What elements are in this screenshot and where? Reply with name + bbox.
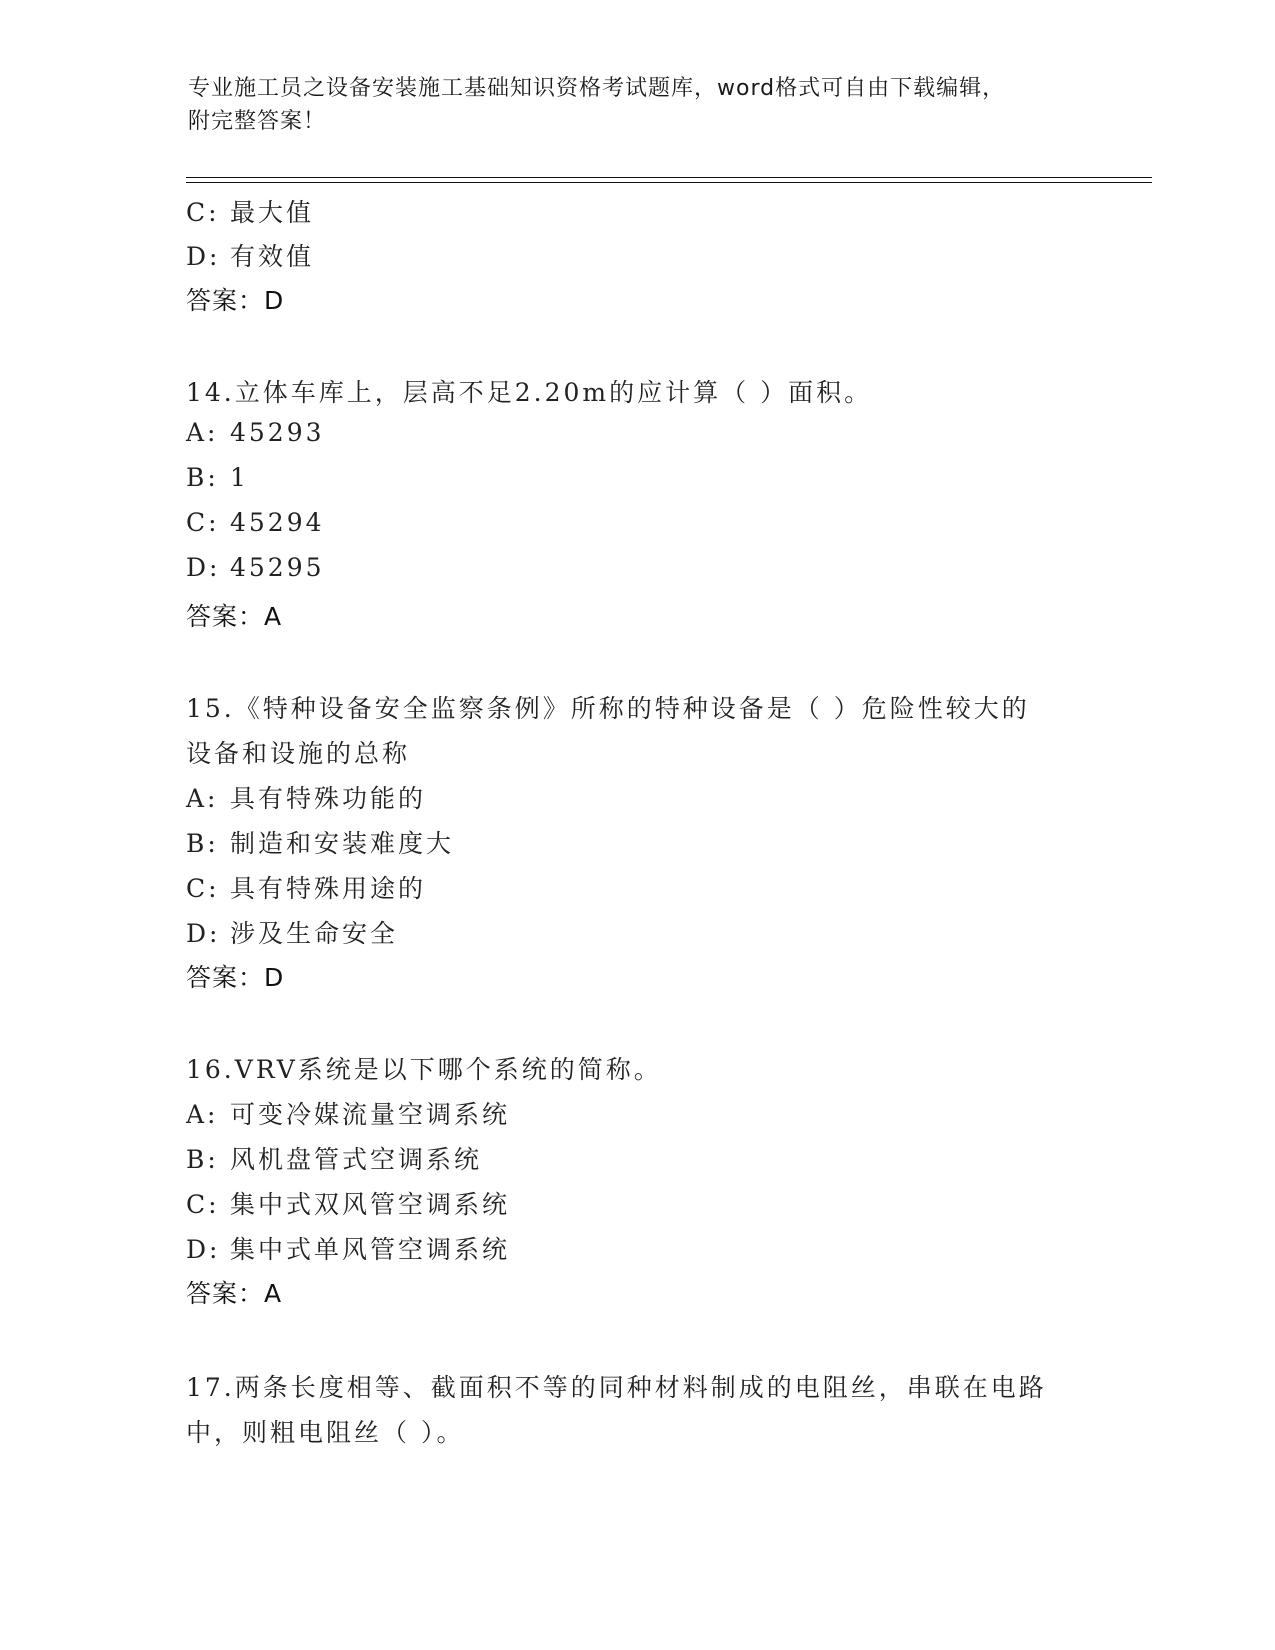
q14-question: 14.立体车库上，层高不足2.20m的应计算（ ）面积。: [186, 378, 873, 407]
option-text: 45295: [230, 553, 325, 582]
q15-question-line-2: 设备和设施的总称: [186, 739, 411, 768]
option-label: A:: [186, 418, 219, 447]
q16-option-a: [186, 1095, 510, 1131]
option-text: 集中式双风管空调系统: [230, 1190, 511, 1219]
q16-answer: 答案：A: [186, 1279, 283, 1308]
option-label: D:: [186, 242, 221, 271]
option-text: 制造和安装难度大: [230, 829, 455, 858]
option-label: C:: [186, 874, 220, 903]
q14-answer: 答案：A: [186, 602, 283, 631]
document-header: [188, 72, 1088, 138]
q13-option-c: [186, 193, 314, 229]
q14-option-b: [186, 463, 249, 492]
option-label: C:: [186, 508, 220, 537]
option-text: 最大值: [230, 198, 315, 227]
header-line-1: 专业施工员之设备安装施工基础知识资格考试题库，word格式可自由下载编辑，: [188, 76, 1006, 101]
q16-option-d: [186, 1230, 510, 1266]
q16-option-c: [186, 1185, 510, 1221]
option-label: A:: [186, 784, 219, 813]
q14-option-c: [186, 508, 325, 537]
header-line-2: 附完整答案！: [188, 109, 327, 134]
q15-option-b: [186, 824, 454, 860]
q17-question-line-2: 中，则粗电阻丝（ ）。: [186, 1418, 465, 1447]
q14-option-d: [186, 553, 325, 582]
option-label: A:: [186, 1100, 219, 1129]
option-label: D:: [186, 553, 221, 582]
option-text: 涉及生命安全: [230, 919, 399, 948]
option-label: C:: [186, 198, 220, 227]
q16-option-b: [186, 1140, 482, 1176]
option-label: B:: [186, 829, 219, 858]
option-label: B:: [186, 1145, 219, 1174]
q15-answer: 答案：D: [186, 963, 285, 992]
q15-option-a: [186, 779, 426, 815]
q16-question: 16.VRV系统是以下哪个系统的简称。: [186, 1055, 662, 1084]
option-text: 集中式单风管空调系统: [230, 1235, 511, 1264]
option-text: 可变冷媒流量空调系统: [230, 1100, 511, 1129]
q15-option-c: [186, 869, 426, 905]
option-label: D:: [186, 919, 221, 948]
header-divider-top: [186, 177, 1152, 178]
option-text: 1: [230, 463, 249, 492]
option-text: 具有特殊功能的: [230, 784, 427, 813]
header-divider-bottom: [186, 182, 1152, 183]
option-label: D:: [186, 1235, 221, 1264]
option-text: 45293: [230, 418, 325, 447]
option-label: C:: [186, 1190, 220, 1219]
q13-answer: 答案：D: [186, 286, 285, 315]
option-text: 有效值: [230, 242, 315, 271]
q17-question-line-1: 17.两条长度相等、截面积不等的同种材料制成的电阻丝，串联在电路: [186, 1373, 1047, 1402]
q15-option-d: [186, 914, 398, 950]
q14-option-a: [186, 418, 325, 447]
q13-option-d: [186, 237, 314, 273]
option-text: 风机盘管式空调系统: [230, 1145, 483, 1174]
option-text: 45294: [230, 508, 325, 537]
q15-question-line-1: 15.《特种设备安全监察条例》所称的特种设备是（ ）危险性较大的: [186, 694, 1030, 723]
option-label: B:: [186, 463, 219, 492]
option-text: 具有特殊用途的: [230, 874, 427, 903]
